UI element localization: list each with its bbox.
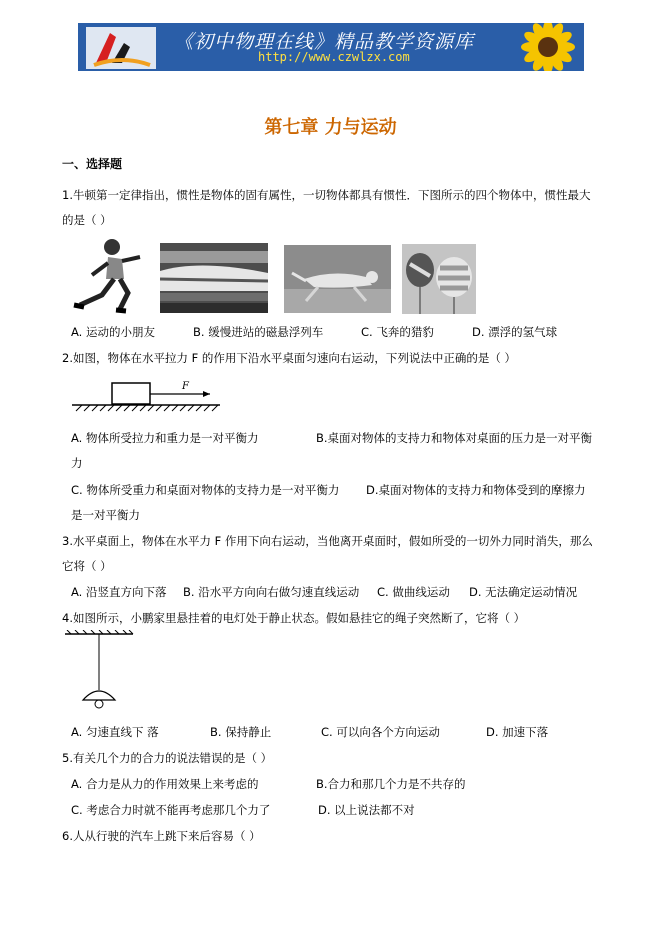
logo-icon (86, 27, 156, 69)
banner-title: 《初中物理在线》精品教学资源库 (174, 31, 475, 53)
q4-option-b[interactable]: B. 保持静止 (210, 725, 272, 739)
force-label: F (182, 381, 189, 392)
q2-option-d-cont: 是一对平衡力 (71, 508, 140, 522)
q3-stem-line-2: 它将（ ） (62, 559, 112, 573)
section-title: 一、选择题 (62, 157, 123, 171)
q3-option-a[interactable]: A. 沿竖直方向下落 (71, 585, 167, 599)
q3-option-d[interactable]: D. 无法确定运动情况 (469, 585, 578, 599)
block-on-table-figure (70, 375, 220, 413)
q5-stem: 5.有关几个力的合力的说法错误的是（ ） (62, 751, 273, 765)
q1-option-a[interactable]: A. 运动的小朋友 (71, 325, 155, 339)
q5-option-c[interactable]: C. 考虑合力时就不能再考虑那几个力了 (71, 803, 271, 817)
q3-stem-line-1: 3.水平桌面上，物体在水平力 F 作用下向右运动，当他离开桌面时，假如所受的一切外力同时消失，那么 (62, 534, 593, 548)
running-child-image (66, 235, 156, 315)
q1-option-b[interactable]: B. 缓慢进站的磁悬浮列车 (193, 325, 324, 339)
q5-option-d[interactable]: D. 以上说法都不对 (318, 803, 415, 817)
q2-stem: 2.如图，物体在水平拉力 F 的作用下沿水平桌面匀速向右运动，下列说法中正确的是（ ） (62, 351, 517, 365)
q2-option-b[interactable]: B.桌面对物体的支持力和物体对桌面的压力是一对平衡 (316, 431, 593, 445)
q6-stem: 6.人从行驶的汽车上跳下来后容易（ ） (62, 829, 261, 843)
maglev-train-image (160, 243, 268, 313)
q1-stem-line-2: 的是（ ） (62, 213, 112, 227)
q2-option-b-cont: 力 (71, 456, 83, 470)
header-banner (78, 23, 584, 71)
q5-option-a[interactable]: A. 合力是从力的作用效果上来考虑的 (71, 777, 259, 791)
hanging-lamp-figure (63, 630, 135, 714)
q1-option-d[interactable]: D. 漂浮的氢气球 (472, 325, 558, 339)
banner-url[interactable]: http://www.czwlzx.com (258, 50, 410, 64)
chapter-title: 第七章 力与运动 (264, 117, 397, 138)
q2-option-c[interactable]: C. 物体所受重力和桌面对物体的支持力是一对平衡力 (71, 483, 340, 497)
q3-option-c[interactable]: C. 做曲线运动 (377, 585, 450, 599)
q1-stem-line-1: 1.牛顿第一定律指出，惯性是物体的固有属性，一切物体都具有惯性．下图所示的四个物体中，惯性最大 (62, 188, 591, 202)
q4-option-c[interactable]: C. 可以向各个方向运动 (321, 725, 440, 739)
q4-option-a[interactable]: A. 匀速直线下 落 (71, 725, 159, 739)
q4-option-d[interactable]: D. 加速下落 (486, 725, 549, 739)
hydrogen-balloon-image (402, 244, 476, 314)
q3-option-b[interactable]: B. 沿水平方向向右做匀速直线运动 (183, 585, 360, 599)
q4-stem: 4.如图所示，小鹏家里悬挂着的电灯处于静止状态。假如悬挂它的绳子突然断了，它将（ ） (62, 611, 526, 625)
q2-option-d[interactable]: D.桌面对物体的支持力和物体受到的摩擦力 (366, 483, 586, 497)
q5-option-b[interactable]: B.合力和那几个力是不共存的 (316, 777, 466, 791)
q1-option-c[interactable]: C. 飞奔的猎豹 (361, 325, 434, 339)
sunflower-icon (498, 23, 584, 71)
q2-option-a[interactable]: A. 物体所受拉力和重力是一对平衡力 (71, 431, 259, 445)
cheetah-image (284, 245, 391, 313)
